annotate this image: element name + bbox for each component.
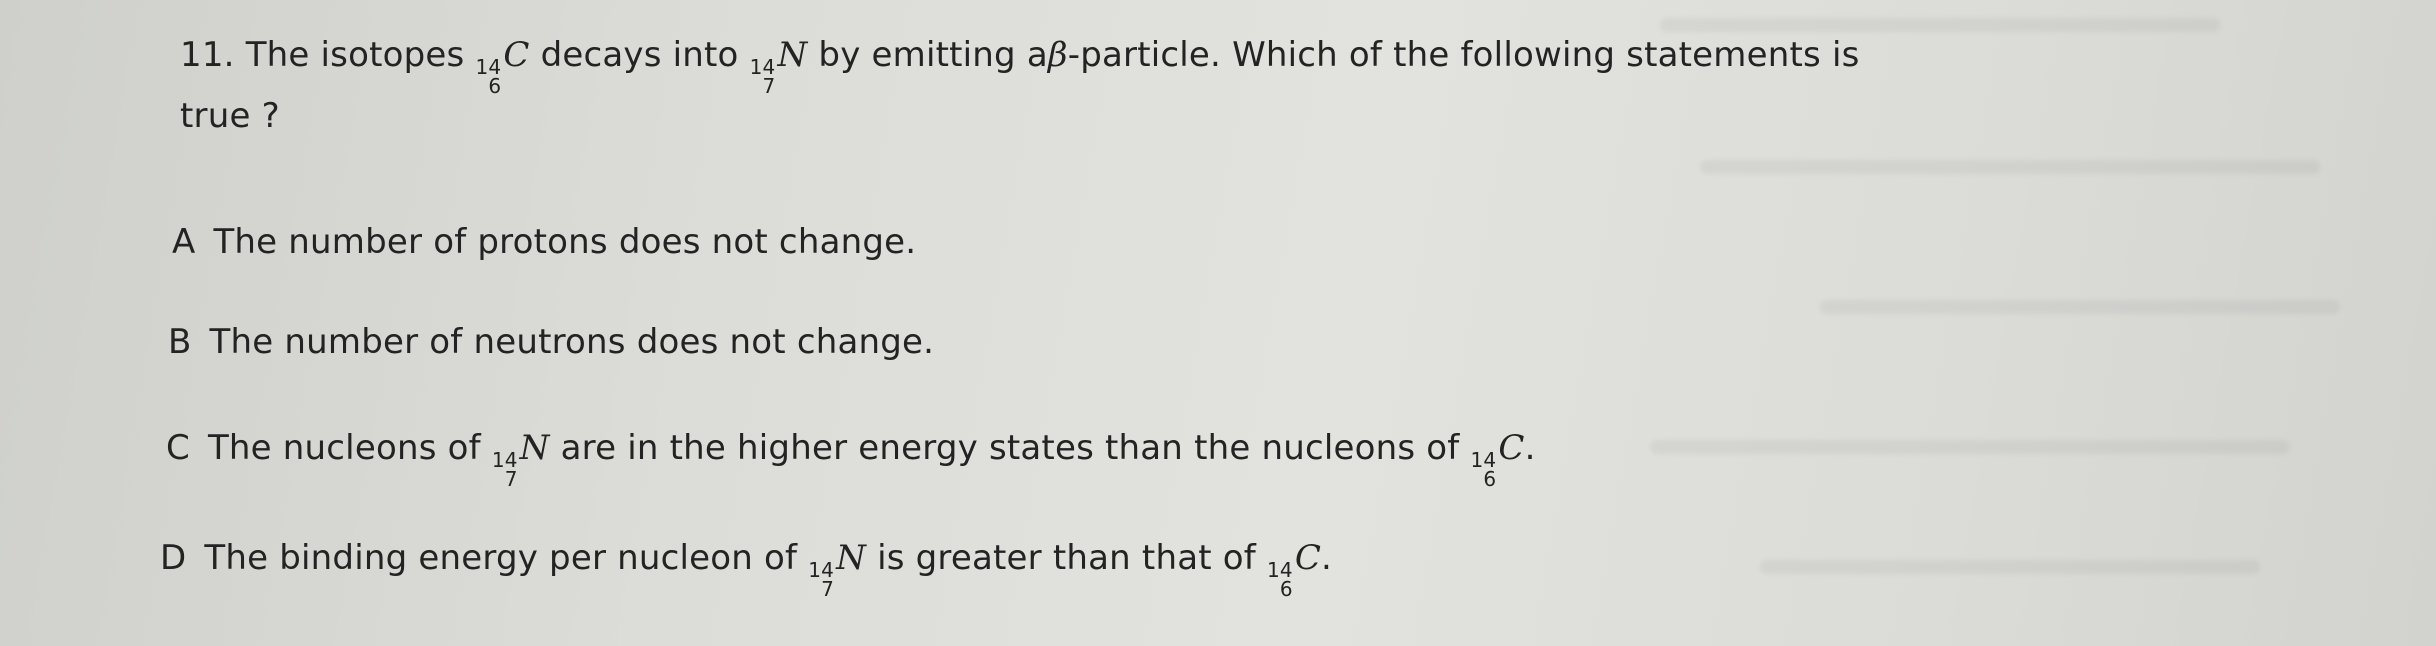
mass-number: 14 [1266,558,1293,582]
option-letter: C [166,428,190,468]
option-text: The nucleons of [207,428,481,468]
option-end-punctuation: . [1321,538,1333,578]
element-symbol: N [777,35,808,75]
bleed-through-mark [1700,160,2320,174]
option-text: is greater than that of [877,538,1256,578]
question-text: true ? [180,96,280,136]
element-symbol: N [836,538,867,578]
atomic-number: 7 [504,467,518,491]
option-a [172,222,916,262]
element-symbol: N [519,428,550,468]
option-text: The number of protons does not change. [213,222,917,262]
atomic-number: 6 [488,74,502,98]
bleed-through-mark [1650,440,2290,454]
mass-number: 14 [475,55,502,79]
nitrogen-14-nuclide [750,35,808,96]
option-c [166,428,1536,489]
element-symbol: C [1294,538,1322,578]
bleed-through-mark [1820,300,2340,314]
carbon-14-nuclide [475,35,529,96]
option-letter: B [168,322,192,362]
carbon-14-nuclide [1267,538,1321,599]
question-text: The isotopes [245,35,465,75]
atomic-number: 6 [1483,467,1497,491]
question-text: -particle. Which of the following statements is [1067,35,1860,75]
option-d [160,538,1332,599]
atomic-number: 7 [821,577,835,601]
nitrogen-14-nuclide [492,428,550,489]
option-letter: D [160,538,187,578]
bleed-through-mark [1660,18,2220,32]
option-text: are in the higher energy states than the nucleons of [560,428,1460,468]
mass-number: 14 [808,558,835,582]
bleed-through-mark [1760,560,2260,574]
element-symbol: C [503,35,530,75]
mass-number: 14 [491,448,518,472]
element-symbol: C [1498,428,1525,468]
question-text: by emitting a [818,35,1048,75]
carbon-14-nuclide [1471,428,1525,489]
beta-symbol: β [1047,35,1068,75]
mass-number: 14 [1470,448,1497,472]
atomic-number: 7 [762,74,776,98]
question-line-2 [180,96,280,136]
atomic-number: 6 [1279,577,1293,601]
nitrogen-14-nuclide [808,538,866,599]
option-text: The number of neutrons does not change. [209,322,935,362]
question-number: 11. [180,35,235,75]
option-text: The binding energy per nucleon of [204,538,798,578]
option-end-punctuation: . [1524,428,1536,468]
mass-number: 14 [749,55,776,79]
option-letter: A [172,222,196,262]
question-line-1 [180,35,1860,96]
option-b [168,322,934,362]
question-text: decays into [540,35,739,75]
